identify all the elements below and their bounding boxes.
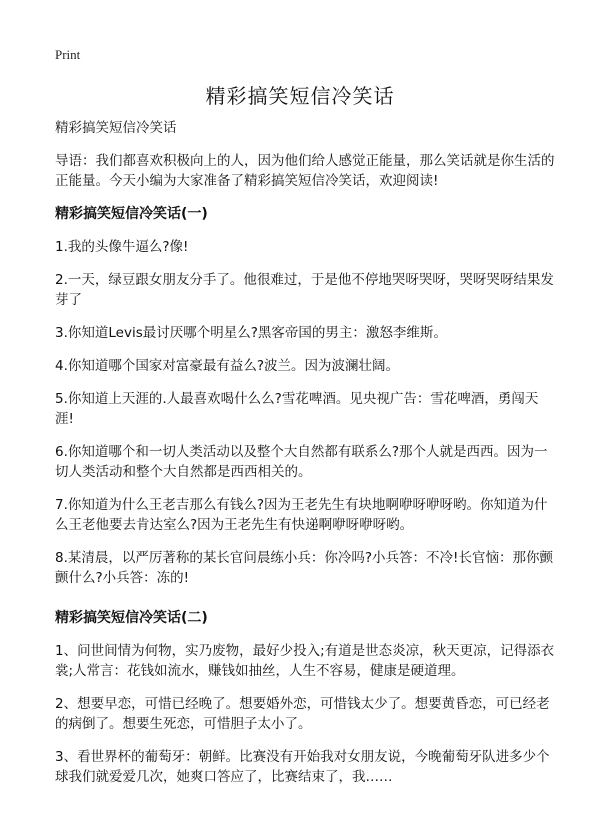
joke-item: 3.你知道Levis最讨厌哪个明星么?黑客帝国的男主：激怒李维斯。 <box>55 325 447 341</box>
joke-item: 8.某清晨，以严厉著称的某长官问晨练小兵：你冷吗?小兵答：不冷!长官恼：那你颤颤什么?小兵答：冻的! <box>55 550 553 586</box>
joke-item: 7.你知道为什么王老吉那么有钱么?因为王老先生有块地啊咿呀咿呀哟。你知道为什么王老他要去肯达室么?因为王老先生有快递啊咿呀咿呀哟。 <box>55 497 548 533</box>
joke-item: 1.我的头像牛逼么?像! <box>55 239 189 255</box>
print-link[interactable]: Print <box>55 47 81 62</box>
section-heading-1: 精彩搞笑短信冷笑话(一) <box>55 206 208 222</box>
section-heading-2: 精彩搞笑短信冷笑话(二) <box>55 610 208 626</box>
joke-item: 3、看世界杯的葡萄牙：朝鲜。比赛没有开始我对女朋友说，今晚葡萄牙队进多少个球我们就爱爱几次，她爽口答应了，比赛结束了，我…… <box>55 749 550 785</box>
joke-item: 4.你知道哪个国家对富豪最有益么?波兰。因为波澜壮阔。 <box>55 358 400 374</box>
article-intro: 导语：我们都喜欢积极向上的人，因为他们给人感觉正能量，那么笑话就是你生活的正能量。今天小编为大家准备了精彩搞笑短信冷笑话，欢迎阅读! <box>55 153 555 189</box>
joke-item: 6.你知道哪个和一切人类活动以及整个大自然都有联系么?那个人就是西西。因为一切人类活动和整个大自然都是西西相关的。 <box>55 444 548 480</box>
page-title: 精彩搞笑短信冷笑话 <box>205 84 395 108</box>
article-subtitle: 精彩搞笑短信冷笑话 <box>55 120 177 136</box>
article-body <box>55 118 555 800</box>
joke-item: 5.你知道上天涯的.人最喜欢喝什么么?雪花啤酒。见央视广告：雪花啤酒，勇闯天涯! <box>55 391 539 427</box>
joke-item: 2、想要早恋，可惜已经晚了。想要婚外恋，可惜钱太少了。想要黄昏恋，可已经老的病倒了。想要生死恋，可惜胆子太小了。 <box>55 696 550 732</box>
joke-item: 2.一天，绿豆跟女朋友分手了。他很难过，于是他不停地哭呀哭呀，哭呀哭呀结果发芽了 <box>55 272 554 308</box>
joke-item: 1、问世间情为何物，实乃废物，最好少投入;有道是世态炎凉，秋天更凉，记得添衣裳;人常言：花钱如流水，赚钱如抽丝，人生不容易，健康是硬道理。 <box>55 643 555 679</box>
